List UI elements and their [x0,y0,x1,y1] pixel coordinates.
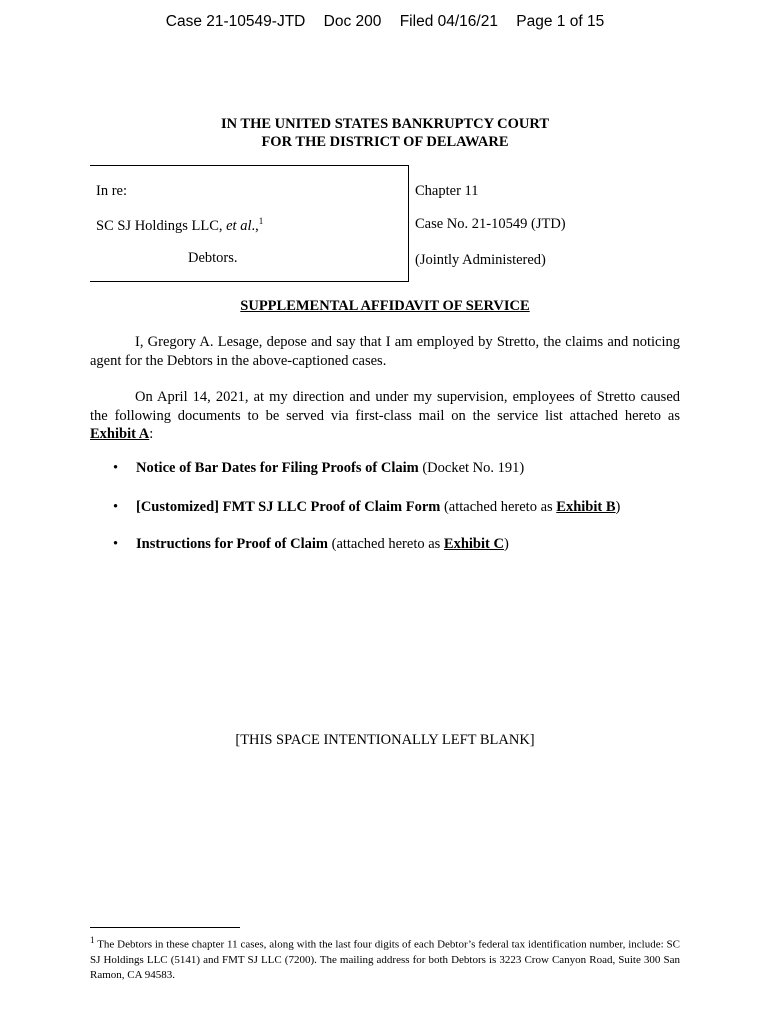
bullet-item-close: ) [503,536,509,552]
footnote-reference: 1 [258,216,264,226]
paragraph-service [90,388,680,444]
caption-jointly-administered: (Jointly Administered) [415,252,546,268]
et-al: et al [226,217,252,234]
bullet-item [136,460,524,477]
court-name-line1: IN THE UNITED STATES BANKRUPTCY COURT [220,116,550,132]
footnote [90,933,680,983]
bullet-icon: • [113,499,119,515]
filing-header [0,13,770,31]
bullet-item-detail: (attached hereto as [440,499,557,515]
exhibit-b-reference: Exhibit B [556,499,616,515]
caption-case-number: Case No. 21-10549 (JTD) [415,216,566,232]
et-al-suffix: ., [251,217,259,234]
footnote-number: 1 [90,935,95,945]
bullet-item [136,499,620,516]
bullet-item-title: Instructions for Proof of Claim [136,536,328,552]
paragraph-service-text: On April 14, 2021, at my direction and under my supervision, employees of Stretto caused the following documents to be served via first-class mail on the service list attached hereto as [90,389,680,424]
bullet-item-detail: (attached hereto as [327,536,444,552]
bullet-item [136,536,509,553]
caption-debtor-name [96,216,263,235]
document-title: SUPPLEMENTAL AFFIDAVIT OF SERVICE [240,298,530,314]
caption-debtors: Debtors. [188,250,238,266]
bullet-icon: • [113,536,119,552]
header-doc-number: Doc 200 [323,13,382,30]
header-page-number: Page 1 of 15 [516,13,605,30]
caption-chapter: Chapter 11 [415,183,479,199]
court-name-line2: FOR THE DISTRICT OF DELAWARE [261,134,509,150]
footnote-text: The Debtors in these chapter 11 cases, along with the last four digits of each Debtor’s federal tax identification number, include: SC SJ Holdings LLC (5141) and FMT SJ LLC (7200). The mailing address for both Debtors is 3223 Crow Canyon Road, Suite 300 San Ramon, CA 94583. [90,938,681,981]
debtor-name: SC SJ Holdings LLC, [96,217,223,234]
intentionally-blank-notice: [THIS SPACE INTENTIONALLY LEFT BLANK] [235,732,535,748]
bullet-item-close: ) [615,499,621,515]
caption-in-re: In re: [96,183,127,199]
paragraph-declarant: I, Gregory A. Lesage, depose and say that I am employed by Stretto, the claims and noticing agent for the Debtors in the above-captioned cases. [90,334,680,369]
exhibit-a-reference: Exhibit A [90,426,150,442]
header-filed-date: Filed 04/16/21 [399,13,498,30]
bullet-item-title: Notice of Bar Dates for Filing Proofs of Claim [136,460,419,476]
bullet-item-title: [Customized] FMT SJ LLC Proof of Claim Form [136,499,441,515]
paragraph-service-end: : [149,426,154,442]
exhibit-c-reference: Exhibit C [443,536,504,552]
bullet-item-detail: (Docket No. 191) [418,460,525,476]
footnote-divider [90,927,240,928]
header-case-number: Case 21-10549-JTD [165,13,306,30]
bullet-icon: • [113,460,119,476]
